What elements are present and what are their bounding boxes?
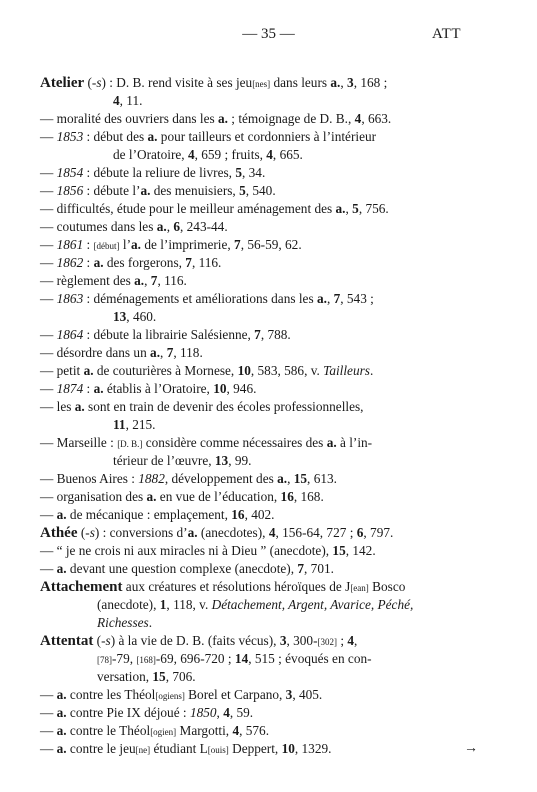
index-text: , 788. [260,327,291,342]
index-line [40,200,470,218]
index-text: 4 [223,705,230,720]
index-text: , 756. [358,201,389,216]
index-line [40,614,470,632]
index-text: , 34. [242,165,266,180]
index-text: 13 [214,453,229,468]
index-text: a. [56,507,67,522]
index-line [40,182,470,200]
index-text: a. [56,687,67,702]
index-text: s [89,525,95,540]
index-text: 4 [232,723,240,738]
index-text: 1 [159,597,167,612]
index-text: , 116. [157,273,187,288]
index-text: — [40,723,57,738]
index-text: — [40,129,57,144]
index-text: 7 [150,273,158,288]
index-line [40,272,470,290]
index-text: -69, 696-720 ; [155,651,235,666]
index-text: a. [56,705,67,720]
index-text: , [160,345,167,360]
index-text: [ogiens] [155,691,185,701]
index-text: (- [84,75,97,90]
index-text: , [345,201,353,216]
index-text: Richesses [97,615,149,630]
index-line [40,542,470,560]
index-text: Borel et Carpano, [184,687,286,702]
index-text: à l’in- [336,435,373,450]
index-text: (anecdote), [97,597,160,612]
index-text: Atelier [40,75,85,91]
index-text: — [40,327,57,342]
index-text: a. [326,435,337,450]
index-text: 10 [237,363,251,378]
index-text: l’ [119,237,132,252]
index-text: : [83,237,94,252]
index-text: étudiant L [150,741,208,756]
continuation-arrow-icon: → [464,741,478,756]
index-text: — règlement des [40,273,135,288]
index-text: , 701. [304,561,334,576]
index-text: pour tailleurs et cordonniers à l’intérieur [157,129,377,144]
index-text: 1864 [56,327,84,342]
index-text: [302] [317,637,337,647]
index-text: Deppert, [228,741,282,756]
index-text: dans leurs [270,75,331,90]
index-text: des forgerons, [103,255,186,270]
index-text: (- [77,525,90,540]
index-line [40,506,470,524]
index-line [40,740,478,758]
index-text: (anecdotes), [197,525,269,540]
index-text: 14 [234,651,249,666]
index-line [40,254,470,272]
index-line [40,722,470,740]
index-line [40,380,470,398]
index-text: 7 [185,255,192,270]
page-number: — 35 — [242,26,295,42]
index-line [40,704,470,722]
index-text: , 142. [345,543,376,558]
index-line [40,578,470,596]
index-text: a. [140,183,151,198]
index-text: Attachement [40,579,123,595]
index-text: a. [93,381,104,396]
index-text: 16 [231,507,245,522]
index-text: a. [83,363,94,378]
index-text: . [369,363,374,378]
index-text: versation, [97,669,153,684]
index-text: a. [150,345,161,360]
index-text: : déménagements et améliorations dans les [83,291,317,306]
index-line [40,686,470,704]
index-text: Margotti, [176,723,233,738]
index-text: 15 [293,471,308,486]
index-text: 1863 [56,291,84,306]
index-line [40,218,470,236]
index-line [40,362,470,380]
index-text: : [83,255,94,270]
index-line [40,596,470,614]
index-text: — petit [40,363,84,378]
index-text: 3 [347,75,354,90]
index-text: , 168 ; [353,75,388,90]
index-text: 7 [254,327,261,342]
index-line [40,470,470,488]
index-text: — moralité des ouvriers dans les [40,111,218,126]
index-text: ; témoignage de D. B., [227,111,355,126]
index-text: — [40,687,57,702]
index-text: a. [277,471,288,486]
index-text: a. [187,525,198,540]
index-text: — Buenos Aires : [40,471,139,486]
index-text: 10 [281,741,295,756]
page-header [0,26,537,46]
index-text: , 168. [293,489,324,504]
index-text: [ne] [135,745,151,755]
index-text: en vue de l’éducation, [156,489,281,504]
index-text: a. [316,291,327,306]
index-text: Tailleurs [323,363,370,378]
index-text: , 405. [292,687,323,702]
index-text: — coutumes dans les [40,219,157,234]
index-text: — [40,705,57,720]
index-text: [ean] [350,583,369,593]
index-line [40,488,470,506]
index-line [40,668,470,686]
index-text: 1862 [56,255,84,270]
index-text: 15 [332,543,346,558]
index-text: 4 [268,525,276,540]
index-text: 4 [187,147,195,162]
index-line [40,398,470,416]
index-text: -79, [112,651,137,666]
index-text: Détachement, Argent, Avarice, Péché, [211,597,414,612]
index-line [40,128,470,146]
index-text: a. [56,561,67,576]
index-text: établis à l’Oratoire, [103,381,214,396]
index-text: a. [156,219,167,234]
index-text: , développement des [164,471,278,486]
index-text: de mécanique : emplaçement, [66,507,232,522]
index-text: de couturières à Mornese, [93,363,238,378]
index-text: — [40,291,57,306]
index-text: , 460. [126,309,157,324]
index-text: [ouis] [207,745,229,755]
index-text: — organisation des [40,489,147,504]
index-text: 3 [279,633,287,648]
index-line [40,452,470,470]
index-text: 13 [113,309,127,324]
index-text: a. [146,489,157,504]
index-text: 7 [297,561,305,576]
index-text: 5 [239,183,246,198]
index-text: , [354,633,358,648]
index-text: , 99. [228,453,252,468]
index-line [40,308,470,326]
index-text: [168] [136,655,156,665]
index-text: 1853 [56,129,84,144]
index-text: — Marseille : [40,435,118,450]
index-text: des menuisiers, [150,183,240,198]
index-text: a. [74,399,85,414]
index-text: contre les Théol [66,687,156,702]
index-text: , 797. [363,525,394,540]
index-line [40,632,470,650]
index-text: a. [218,111,228,126]
index-entries [40,74,478,758]
index-text: a. [335,201,346,216]
index-text: 6 [173,219,180,234]
index-text: 4 [113,93,120,108]
index-text: 3 [285,687,293,702]
index-text: [nes] [252,79,271,89]
index-text: : débute la librairie Salésienne, [83,327,255,342]
index-text: 1850 [189,705,217,720]
index-text: 1861 [56,237,84,252]
index-text: a. [56,723,67,738]
index-text: [ogien] [150,727,177,737]
index-text: s [96,75,102,90]
running-head: ATT [432,26,461,42]
index-text: [78] [97,655,112,665]
index-text: , 56-59, 62. [240,237,302,252]
index-text: , [340,75,348,90]
index-text: — difficultés, étude pour le meilleur aménagement des [40,201,336,216]
index-text: de l’imprimerie, [141,237,235,252]
index-text: , [326,291,334,306]
index-text: , 11. [119,93,143,108]
index-text: : débute la reliure de livres, [83,165,236,180]
index-text: 16 [280,489,294,504]
index-text: de l’Oratoire, [113,147,188,162]
index-text: — [40,561,57,576]
index-text: , 300- [286,633,318,648]
index-text: 7 [333,291,341,306]
index-line [40,344,470,362]
index-text: , 215. [125,417,156,432]
index-text: térieur de l’œuvre, [113,453,215,468]
index-text: (- [93,633,106,648]
index-line [40,74,470,92]
index-text: , 515 ; évoqués en con- [248,651,372,666]
index-text: , 946. [226,381,257,396]
index-line [40,650,470,668]
index-text: , 583, 586, v. [250,363,324,378]
index-line [40,290,470,308]
index-line [40,560,470,578]
index-text: — [40,507,57,522]
index-text: 4 [354,111,362,126]
index-line [40,146,470,164]
index-line [40,236,470,254]
index-text: a. [131,237,141,252]
index-text: — [40,255,57,270]
index-text: , [287,471,294,486]
index-text: , 156-64, 727 ; [275,525,357,540]
index-text: , [216,705,224,720]
index-text: 1854 [56,165,84,180]
index-line [40,416,470,434]
index-text: 4 [266,147,273,162]
index-text: a. [56,741,67,756]
index-text: devant une question complexe (anecdote), [66,561,298,576]
index-text: ; [337,633,348,648]
index-text: , 1329. [294,741,332,756]
index-text: 10 [213,381,227,396]
index-text: — désordre dans un [40,345,151,360]
index-text: , 543 ; [340,291,374,306]
index-text: [début] [93,241,120,251]
index-text: a. [93,255,104,270]
index-line [40,326,470,344]
index-text: ) : conversions d’ [94,525,188,540]
index-text: s [105,633,111,648]
index-text: contre le Théol [66,723,151,738]
index-text: , [166,219,174,234]
index-line [40,164,470,182]
index-text: — les [40,399,75,414]
index-text: — [40,183,57,198]
index-text: contre Pie IX déjoué : [66,705,190,720]
index-text: — [40,165,57,180]
index-text: , 659 ; fruits, [194,147,267,162]
index-text: , 402. [244,507,275,522]
index-text: 1882 [138,471,165,486]
index-line [40,92,470,110]
index-text: 15 [152,669,166,684]
index-text: , 665. [272,147,303,162]
index-text: 1856 [56,183,84,198]
index-text: sont en train de devenir des écoles professionnelles, [84,399,364,414]
index-text: Bosco [368,579,406,594]
index-line [40,524,470,542]
index-text: , 540. [245,183,276,198]
index-text: , 116. [191,255,222,270]
index-text: Attentat [40,633,94,649]
index-text: — “ je ne crois ni aux miracles ni à Dieu ” (anecdote), [40,543,333,558]
index-text: , 613. [307,471,337,486]
index-text: , [144,273,151,288]
index-text: a. [134,273,145,288]
index-text: , 118, v. [166,597,212,612]
index-text: 4 [347,633,354,648]
index-text: 7 [166,345,174,360]
index-text: — [40,237,57,252]
index-line [40,434,470,452]
index-text: , 576. [239,723,270,738]
index-text: 11 [113,417,126,432]
index-text: , 706. [165,669,196,684]
index-text: contre le jeu [66,741,136,756]
index-text: 1874 [56,381,84,396]
index-text: a. [330,75,341,90]
index-text: — [40,381,57,396]
index-text: : [83,381,94,396]
index-text: : débute l’ [83,183,141,198]
index-text: . [148,615,153,630]
index-text: a. [147,129,158,144]
index-text: considère comme nécessaires des [142,435,327,450]
index-text: : début des [83,129,148,144]
index-text: , 663. [361,111,392,126]
index-line [40,110,470,128]
index-text: aux créatures et résolutions héroïques de J [122,579,351,594]
index-text: [D. B.] [117,439,143,449]
index-text: — [40,741,57,756]
index-text: , 118. [173,345,203,360]
index-text: 5 [235,165,242,180]
index-text: ) : D. B. rend visite à ses jeu [101,75,253,90]
index-text: 7 [234,237,241,252]
index-text: 5 [352,201,359,216]
index-text: ) à la vie de D. B. (faits vécus), [110,633,280,648]
index-text: 6 [356,525,364,540]
index-text: Athée [40,525,78,541]
index-text: , 59. [229,705,254,720]
index-text: , 243-44. [180,219,228,234]
